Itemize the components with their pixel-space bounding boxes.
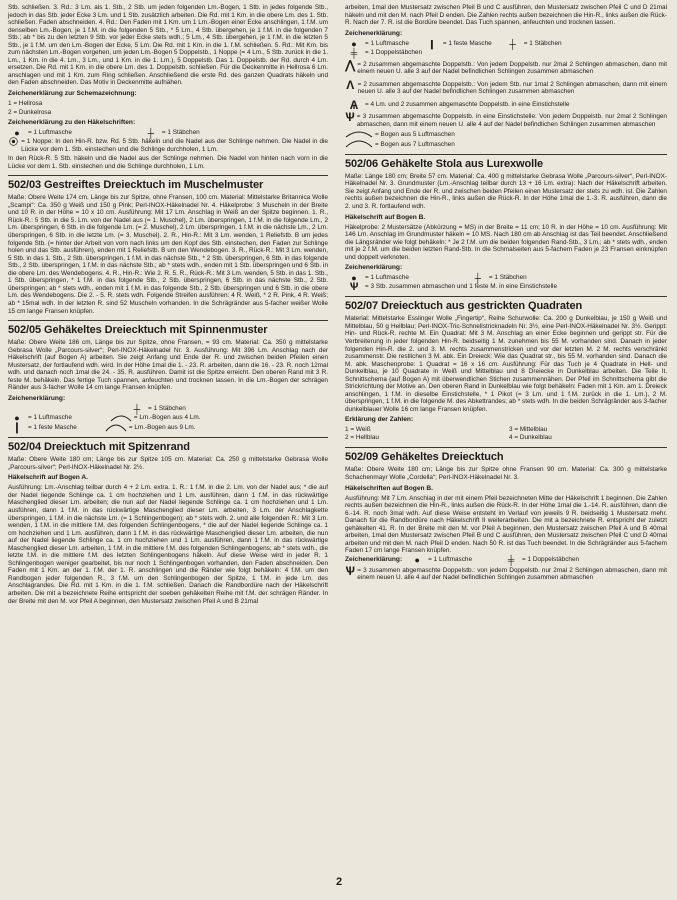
chain-arc-4-icon bbox=[110, 414, 132, 423]
legend-row-2dstb: ⋀ = 2 zusammen abgemaschte Doppelstb.: Von jedem Doppelstb. nur 2mal 2 Schlingen abmaschen, dann mit einem neuen U. alle 3 auf der Nadel befindlichen Schlingen zusammen abmaschen bbox=[345, 57, 667, 76]
bobble-stitch-icon: ⦿ bbox=[9, 137, 19, 148]
legend-row-luft-dstb: Zeichenerklärung: ● = 1 Luftmasche ╪ = 1 Doppelstäbchen bbox=[345, 554, 580, 565]
legend-heading: Zeichenerklärung: bbox=[8, 394, 66, 402]
section-body: Maße: Obere Weite 174 cm, Länge bis zur Spitze, ohne Fransen, 100 cm. Material: Mittelstarke Britannica Wolle „Scampi“: Ca. 350 g Weiß und 150 g Pink; Perl-INOX-Häkelnadel Nr. 4. Häkelprobe: 3 Muscheln in der Breite und 10 R. in der Höhe = 10 x 10 cm. Ausführung: Mit 17 Lm. Anschlag in Weiß an der Spitze beginnen. 1. R., Rück-R.: 5 Stb. in die 5. Lm. von der Nadel aus (= 1. Muschel), 2 Lm. überspringen, 1 f.M. in die folgende Lm., 2 Lm. überspringen, 6 Stb. in die folgende Lm. (= 2. Muschel), 2 Lm. überspringen, 1 f.M. in die nächste Lm., 2 Lm. überspringen, 6 Stb. in die letzte Lm. (= 3. Muschel). 2. R., Hin-R.: Mit 3 Lm. wenden, 1 Reliefstb. B um jedes folgende Stb. (= hinter der Arbeit von vorn nach links um den Kopf des Stb. einstechen, den Faden zur Schlinge holen und das Stb. ausführen), enden mit 1 Reliefstb. B um den Wendebogen. 3. R., Rück-R.: Mit 3 Lm. wenden, 5 Stb. in das 1. Stb., 2 Stb. überspringen, 1 f.M. in das nächste Stb., * 2 Stb. überspringen, 6 Stb. in das folgende Stb., 2 Stb. überspringen, 1 f.M. in das nächste Stb.; ab * stets wdh., enden mit 1 Stb. überspringen und 6 Stb. in die obere Lm. des Wendebogens. 4. R., Hin-R.: Wie 2. R. 5. R., Rück-R.: Mit 3 Lm. wenden, 5 Stb. in das 1. Stb., 1 Stb. überspringen, * 1 f.M. in das folgende Stb., 2 Stb. überspringen, 6 Stb. in das nächste Stb., 2 Stb. überspringen; ab * stets wdh., enden mit 1 f.M. in das folgende Stb., 2 Stb. überspringen und 6 Stb. in die obere Lm. des Wendebogens. Die 2. - 5. R. stets wdh. Folgende Streifen ausführen: 4 R. Weiß, * 2 R. Pink, 4 R. Weiß; ab * 15mal wdh. In der letzten R. sind 52 Muscheln vorhanden. In die Schrägränder aus 5-facher weißer Wolle 15 cm lange Fransen knüpfen. bbox=[8, 194, 328, 315]
single-crochet-icon: ❙ bbox=[428, 38, 436, 49]
chain-arc-5-icon bbox=[345, 130, 373, 139]
chain-stitch-icon: ● bbox=[351, 273, 357, 284]
schema-legend-heading: Zeichenerklärung zur Schemazeichnung: bbox=[8, 90, 137, 98]
chart-reference: Häkelschriften auf Bogen B. bbox=[345, 484, 433, 492]
legend-row-stb: ┼ = 1 Stäbchen bbox=[128, 405, 328, 413]
chain-stitch-icon: ● bbox=[351, 38, 357, 49]
single-crochet-icon: ┃ bbox=[14, 422, 20, 433]
schema-item-1: 1 = Hellrosa bbox=[8, 100, 43, 108]
two-double-treble-together-icon: ⋀ bbox=[345, 57, 356, 72]
three-double-treble-cluster-icon: Ѱ bbox=[345, 110, 355, 125]
section-body: Maße: Länge 180 cm; Breite 57 cm. Material: Ca. 400 g mittelstarke Gebrasa Wolle „Parcours-silver“, Perl-INOX-Häkelnadel Nr. 3. Grundmuster (Lm.-Anschlag teilbar durch 13 + 16 Lm. extra): Nach der Häkelschrift arbeiten. Sie zeigt Anfang und Ende der R. und zwischen beiden Pfeilen einen Mustersatz der stets zu wdh. ist. Die Zahlen rechts außen bezeichnen die Hin-R., links außen die Rück-R. In der Höhe 1mal die 1.-3. R. ausführen, dann die 2. und 3. R. fortlaufend wdh. bbox=[345, 172, 667, 211]
section-body: Maße: Obere Weite 186 cm, Länge bis zur Spitze, ohne Fransen, = 93 cm. Material: Ca. 350 g mittelstarke Gebrasa Wolle „Parcours-silver“; Perl-INOX-Häkelnadel Nr. 3. Ausführung: Mit 396 Lm. Anschlag nach der Häkelschrift (auf Bogen A) arbeiten. Sie zeigt Anfang und Ende der R. und zwischen beiden Pfeilen einen Mustersatz, der fortlaufend wdh. wird. In der Höhe 1mal die 1. - 23. R. arbeiten, dann die 16. - 23. R. noch 12mal wdh. und danach noch 1mal die 24. - 35. R. ausführen. Damit ist die Spitze erreicht. Den oberen Rand mit 3 R. feste M. behäkeln. Das fertige Tuch spannen, anfeuchten und trocknen lassen. In die Lm.-Bogen der schrägen Ränder aus 3-facher Wolle 14 cm lange Fransen knüpfen. bbox=[8, 339, 328, 392]
three-double-treble-cluster-icon: Ѱ bbox=[345, 563, 355, 578]
legend-row-noppe: ⦿ = 1 Noppe: In den Hin-R. bzw. Rd. 5 Stb. häkeln und die Nadel aus der Schlinge nehmen. Die Nadel in die Lücke vor dem 1. Stb. einstechen und die Schlinge durchholen, 1 Lm. bbox=[9, 137, 328, 153]
chain-arc-9-icon bbox=[105, 424, 127, 433]
section-title: 502/05 Gehäkeltes Dreiecktuch mit Spinnenmuster bbox=[8, 324, 268, 337]
legend-row-dstb: ╪ = 1 Doppelstäbchen bbox=[345, 49, 667, 57]
number-item: 3 = Mittelblau bbox=[509, 426, 548, 434]
schema-item-2: 2 = Dunkelrosa bbox=[8, 108, 52, 116]
section-title: 502/03 Gestreiftes Dreiecktuch im Muschelmuster bbox=[8, 179, 264, 192]
section-body-2: Ausführung: Mit 7 Lm. Anschlag in der mit einem Pfeil bezeichneten Mitte der Häkelschrift 1 beginnen. Die Zahlen rechts außen bezeichnen die Hin-R., links außen die Rück-R. In der Höhe 1mal die 1.-14. R. ausführen, dann die 6.-14. R. noch 3mal wdh. Auf diese Weise entsteht im Verlauf von jeweils 9 R. beidseitig 1 Mustersatz mehr. Danach für die Randbordüre nach Häkelschrift II weiterarbeiten. Die mit a bezeichnete R. entspricht der zuletzt gehäkelten 41. R. In der Breite mit den M. vor Pfeil A beginnen, den Mustersatz zwischen Pfeil A und B 40mal arbeiten, 1mal den Mustersatz zwischen Pfeil B und C ausführen, den Mustersatz zwischen Pfeil C und D 40mal arbeiten und mit den M. nach Pfeil D enden. Nach 50 R. ist das Tuch beendet. In die Schrägränder aus 5-fachem Faden 17 cm lange Fransen knüpfen. bbox=[345, 494, 667, 555]
section-body: Material: Mittelstarke Esslinger Wolle „Fingertip“, Reihe Schurwolle: Ca. 200 g Dunkelblau, je 150 g Weiß und Mittelblau, 50 g Hellblau; Perl-INOX-Tric-Schnellstricknadeln Nr. 3½, eine Perl-INOX-Häkelnadel Nr. 3½. Gerippt: Hin- und Rück-R. rechte M. Ein Quadrat: Mit 3 M. Anschlag an einer Ecke beginnen und gerippt str. Für die Verbreiterung in jeder folgenden Hin-R. beidseitig 1 M. zunehmen bis 55 M. vorhanden sind. Danach in jeder folgenden Hin-R. die 2. und 3. M. rechts zusammenstricken und vor der letzten M. 2 M. rechts verschränkt zusammenstr. Die restlichen 3 M. abk. Ein Dreieck: Wie das Quadrat str., bis 55 M. vorhanden sind. Danach die M. abk. Maschenprobe: 1 Quadrat = 16 x 16 cm. Ausführung: Für das Tuch je 4 Quadrate in Hell- und Dunkelblau, je 10 Quadrate in Weiß und Mittelblau und 8 Dreiecke in Dunkelblau arbeiten. Die Teile lt. Schnittschema (auf Bogen A) mit überwendlichen Stichen zusammennähen. Der Pfeil im Schnittschema gibt die Strickrichtung der Motive an. Den oberen Rand in Dunkelblau wie folgt behäkeln: Faden mit 1 Km. am 1. Dreieck anschlingen, 1 f.M. in dieselbe Einstichstelle, * 1 Pikot (= 3 Lm. und 1 f.M. zurück in die 1. Lm.), 2 M. überspringen, 1 f.M. in die folgende M. des Abkettrandes; ab * stets wdh. In die beiden Schrägränder aus 3-facher dunkelblauer Wolle 16 cm lange Fransen knüpfen. bbox=[345, 315, 667, 413]
chain-stitch-icon: ● bbox=[14, 413, 20, 424]
section-title: 502/04 Dreiecktuch mit Spitzenrand bbox=[8, 441, 190, 454]
number-item: 1 = Weiß bbox=[345, 426, 371, 434]
legend-heading: Zeichenerklärung: bbox=[345, 264, 403, 272]
treble-stitch-icon: ┼ bbox=[133, 403, 141, 414]
legend-row-4lm: Ѧ = 4 Lm. und 2 zusammen abgemaschte Doppelstb. in eine Einstichstelle bbox=[345, 101, 667, 110]
intro-paragraph: Stb. schließen. 3. Rd.: 3 Lm. als 1. Stb., 2 Stb. um jeden folgenden Lm.-Bogen, 1 Stb. in jedes folgende Stb., jedoch in das Stb. jeder Ecke 3 Lm. und 1 Stb. zusätzlich arbeiten. Die Rd. mit 1 Km. in die obere Lm. des 1. Stb. schließen. Faden abschneiden. 4. Rd.: Den Faden mit 1 Km. um 1 Lm.-Bogen einer Ecke anschlingen, 1 f.M. um denselben Lm.-Bogen, je 1 f.M. in die folgenden 5 Stb., * 5 Lm., 4 Stb. übergehen, je 1 f.M. in die folgenden 7 Stb.; ab * bis zu den letzten 9 Stb. vor jeder Ecke stets wdh.; 5 Lm., 4 Stb. übergehen, je 1 f.M. in die letzten 5 Stb., je 1 f.M. um den Lm.-Bogen der Ecke, 5 Lm. Die Rd. mit 1 Km. in die 1. f.M. schließen. 5. Rd.: Mit Km. bis zum nächsten Lm.-Bogen vorgehen, um jeden Lm.-Bogen 5 Doppelstb., 1 Noppe (= 4 Lm., 5 Stb. zurück in die 1. Lm., 1 Km. in die 4. Lm., 3 Lm., und 1 Km. in die 1. Lm.), 5 Doppelstb. Das 1. Doppelstb. der Rd. durch 4 Lm. ersetzen. Die Rd. mit 1 Km. in die obere Lm. des 1. Doppelstb. schließen. Für die Deckenmitte in Hellrosa 6 Lm. anschlagen und mit 1 Km. zum Ring schließen. Anschließend die erste Rd. des ganzen Quadrats häkeln und den Faden abschneiden. Das Motiv in Deckenmitte aufnähen. bbox=[8, 4, 328, 87]
legend-row-luft-fm-stb: ● = 1 Luftmasche ❙ = 1 feste Masche ┼ = 1 Stäbchen bbox=[345, 40, 667, 48]
chart-reference: Häkelschrift auf Bogen A. bbox=[8, 474, 88, 482]
number-item: 2 = Hellblau bbox=[345, 434, 379, 442]
legend-row-3dstb: Ѱ = 3 zusammen abgemaschte Doppelstb.: von jedem Doppelstb. nur 2mal 2 Schlingen abmaschen, dann mit einem neuen U. alle 4 auf der Nadel befindlichen Schlingen zusammen abmaschen bbox=[345, 563, 667, 582]
section-502-04 bbox=[8, 437, 328, 605]
chain-arc-7-icon bbox=[345, 140, 373, 149]
legend-row-3dstb: Ѱ = 3 zusammen abgemaschte Doppelstb. in eine Einstichstelle: Von jedem Doppelstb. nur 2mal 2 Schlingen abmaschen, dann mit einem neuen U. alle 4 auf der Nadel befindlichen Schlingen zusammen abmaschen bbox=[345, 110, 667, 128]
haekel-legend-heading: Zeichenerklärung zu den Häkelschriften: bbox=[8, 119, 136, 127]
page-number: 2 bbox=[336, 876, 343, 888]
section-502-07 bbox=[345, 296, 667, 442]
section-title: 502/06 Gehäkelte Stola aus Lurexwolle bbox=[345, 157, 544, 170]
chain-stitch-icon: ● bbox=[414, 554, 420, 565]
section-title: 502/09 Gehäkeltes Dreiecktuch bbox=[345, 451, 504, 464]
legend-row-3stb: Ѱ = 3 Stb. zusammen abmaschen und 1 feste M. in eine Einstichstelle bbox=[345, 283, 667, 291]
legend-heading: Zeichenerklärung: bbox=[345, 29, 403, 37]
chain-and-cluster-icon: Ѧ bbox=[349, 97, 358, 112]
three-treble-cluster-icon: Ѱ bbox=[349, 281, 359, 294]
numbers-legend bbox=[345, 426, 667, 442]
section-body: Maße: Obere Weite 180 cm; Länge bis zur Spitze ohne Fransen 90 cm. Material: Ca. 300 g mittelstarke Schachenmayr Wolle „Cordella“; Perl-INOX-Häkelnadel Nr. 3. bbox=[345, 466, 667, 481]
right-column bbox=[345, 4, 667, 584]
legend-row-2dstb-b: Λ = 2 zusammen abgemaschte Doppelstb.: Von jedem Stb. nur 1mal 2 Schlingen abmaschen, dann mit einem neuen U. alle 3 auf der Nadel befindlichen Schlingen zusammen abmaschen bbox=[346, 77, 667, 96]
legend-row-fm-bogen9: ┃ = 1 feste Masche = Lm.-Bogen aus 9 Lm. bbox=[8, 424, 328, 433]
treble-stitch-icon: ┼ bbox=[509, 38, 516, 49]
two-treble-together-icon: Λ bbox=[346, 77, 355, 92]
left-column bbox=[8, 4, 328, 606]
legend-row-bogen5: = Bogen aus 5 Luftmaschen bbox=[345, 130, 667, 139]
chart-reference: Häkelschrift auf Bogen B. bbox=[345, 213, 426, 221]
noppe-rueck-text: In den Rück-R. 5 Stb. häkeln und die Nadel aus der Schlinge nehmen. Die Nadel von hinten nach vorn in die Lücke vor dem 1. Stb. einstechen und die Schlinge durchholen, 1 Lm. bbox=[8, 155, 328, 170]
section-502-03 bbox=[8, 175, 328, 315]
intro-paragraph: arbeiten, 1mal den Mustersatz zwischen Pfeil B und C ausführen, den Mustersatz zwischen Pfeil C und D 21mal häkeln und mit den M. nach Pfeil D enden. Die Zahlen rechts außen bezeichnen die Hin-R., links außen die Rück-R. Nach der 7. R. ist die Bordüre beendet. Das Tuch spannen, anfeuchten und trocknen lassen. bbox=[345, 4, 667, 27]
treble-stitch-icon: ┼ bbox=[147, 128, 155, 139]
legend-row-bogen7: = Bogen aus 7 Luftmaschen bbox=[345, 140, 667, 149]
chain-stitch-icon: ● bbox=[14, 128, 20, 139]
section-body: Maße: Obere Weite 180 cm; Länge bis zur Spitze 105 cm. Material: Ca. 250 g mittelstarke Gebrasa Wolle „Parcours-silver“; Perl-INOX-Häkelnadel Nr. 2½. bbox=[8, 456, 328, 471]
double-treble-icon: ╪ bbox=[350, 47, 358, 58]
section-502-06 bbox=[345, 154, 667, 294]
double-treble-icon: ╪ bbox=[507, 554, 515, 565]
section-502-09 bbox=[345, 447, 667, 583]
legend-row-luft-stb: ● = 1 Luftmasche ┼ = 1 Stäbchen bbox=[345, 274, 667, 282]
legend-row-luft-bogen4: ● = 1 Luftmasche = Lm.-Bogen aus 4 Lm. bbox=[8, 414, 328, 423]
section-502-05 bbox=[8, 320, 328, 432]
section-body-2: Ausführung: Lm.-Anschlag teilbar durch 4 + 2 Lm. extra. 1. R.: 1 f.M. in die 2. Lm. von der Nadel aus; * die auf der Nadel liegende Schlinge ca. 1 cm hochziehen und 1 Lm. ausführen, dann 1 f.M. in das rückwärtige Maschenglied dieser Lm. arbeiten; die nun auf der Nadel liegende Schlinge ca. 1 cm hochziehen und 1 Lm. ausführen, dann 1 f.M. in das rückwärtige Maschenglied dieser Lm. arbeiten, 3 Lm. der Anschlagkette überspringen, 1 f.M. in die nächste Lm. (= 1 Schlingenbogen); ab * stets wdh. 2. und alle folgenden R.: Mit 3 Lm. wenden, 1 f.M. in die mittlere f.M. des folgenden Schlingenbogens, * die auf der Nadel liegende Schlinge ca. 1 cm hochziehen und 1 Lm. ausführen, dann 1 f.M. in das rückwärtige Maschenglied dieser Lm. arbeiten, die nun auf der Nadel liegende Schlinge ca. 1 cm hochziehen und 1 Lm. ausführen, dann 1 f.M. in das rückwärtige Maschenglied dieser Lm. arbeiten, 1 f.M. in die mittlere f.M. des folgenden Schlingenbogens; ab * stets wdh., die letzte f.M. in die mittlere f.M. des letzten Schlingenbogens häkeln. Auf diese Weise wird in jeder R. 1 Schlingenbogen weniger gearbeitet, bis nur noch 1 Schlingenbogen vorhanden, den Faden abschneiden. Den Faden mit 1 Km. an der 1. f.M. der 1. R. anschlingen und die Ränder wie folgt behäkeln: 4 f.M. um den Randbogen jeder folgenden R., 3 f.M. um den Schlingenbogen der Spitze, 1 f.M. in jede Lm. des Anschlagrandes. Die Rd. mit 1 Km. in die 1. f.M. schließen. Danach die Randbordüre nach der Häkelschrift arbeiten. Die mit a bezeichnete Reihe entspricht der soeben gehäkelten Reihe mit f.M. der schrägen Ränder. In der Breite mit den M. vor Pfeil A beginnen, den Mustersatz zwischen Pfeil A und B 21mal bbox=[8, 484, 328, 605]
treble-stitch-icon: ┼ bbox=[474, 273, 482, 284]
numbers-legend-heading: Erklärung der Zahlen: bbox=[345, 416, 414, 424]
number-item: 4 = Dunkelblau bbox=[509, 434, 552, 442]
legend-row-luftmasche: ● = 1 Luftmasche ┼ = 1 Stäbchen bbox=[8, 129, 328, 137]
section-body-2: Häkelprobe: 2 Mustersätze (Abkürzung = MS) in der Breite = 11 cm; 10 R. in der Höhe = 10 cm. Ausführung: Mit 146 Lm. Anschlag im Grundmuster häkeln = 10 MS. Nach 180 cm ab Anschlag ist das Teil beendet. Anschließend die Längsränder wie folgt behäkeln: * Je 2 f.M. um die beiden folgenden Rand-Stb., 3 Lm.; ab * stets wdh., enden mit je 2 f.M. um die beiden letzten Rand-Stb. In die Schmalseiten aus 5-fachem Faden je 23 Fransen einknüpfen und doppelt verknoten. bbox=[345, 223, 667, 261]
section-title: 502/07 Dreiecktuch aus gestrickten Quadraten bbox=[345, 300, 583, 313]
